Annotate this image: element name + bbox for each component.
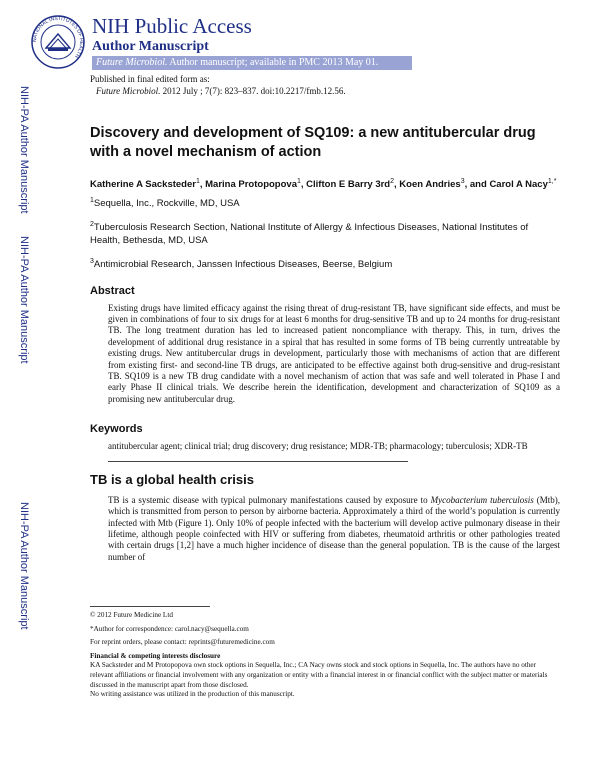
section-paragraph: TB is a systemic disease with typical pulmonary manifestations caused by exposure to Mycobacterium tuberculosis (Mtb), which is transmitted from person to person by airborne bacteria. Approximately a third of the world’s population is currently infected with Mtb (Figure 1). Only 10% of people infected with the bacterium will develop active pulmonary disease in their lifetime, although people coinfected with HIV or suffering from diabetes, rheumatoid arthritis or other pathologies treated with certain drugs [1,2] have a much higher incidence of disease than the general population. TB is the cause of the largest number of — [108, 494, 560, 562]
nih-seal-logo — [30, 14, 86, 70]
author-manuscript-label: Author Manuscript — [92, 39, 209, 54]
section-divider — [108, 461, 408, 462]
abstract-heading: Abstract — [90, 284, 135, 297]
article-body — [90, 124, 560, 563]
abstract-text: Existing drugs have limited efficacy against the rising threat of drug-resistant TB, have significant side effects, and must be given in combinations of four to six drugs for at least 6 months for drug-sensitive TB and up to 24 months for drug-resistant TB. The long treatment duration has led to increased patient noncompliance with therapy. This, in turn, drives the development of additional drug resistance in a spiral that has resulted in some forms of TB being currently untreatable by existing drugs. New antitubercular drugs in development, particularly those with mechanisms of action that are different from existing first- and second-line TB drugs, are anticipated to be effective against both drug-sensitive and drug-resistant TB. SQ109 is a new TB drug candidate with a novel mechanism of action that was safe and well tolerated in Phase I and early Phase II clinical trials. We describe herein the identification, development and characterization of SQ109 as a promising new antitubercular drug. — [108, 302, 560, 404]
footer-divider — [90, 606, 210, 607]
side-watermark: NIH-PA Author Manuscript — [18, 236, 30, 364]
citation-line: Future Microbiol. 2012 July ; 7(7): 823–837. doi:10.2217/fmb.12.56. — [96, 86, 346, 96]
nih-public-access-title: NIH Public Access — [92, 14, 252, 38]
correspondence-note: *Author for correspondence: carol.nacy@sequella.com — [90, 624, 249, 633]
side-watermark: NIH-PA Author Manuscript — [18, 86, 30, 214]
affiliation: $^2$Tuberculosis Research Section, National Institute of Allergy & Infectious Diseases, National Institutes of Health, Bethesda, MD, USA — [90, 221, 529, 247]
reprints-note: For reprint orders, please contact: reprints@futuremedicine.com — [90, 638, 275, 647]
affiliation: $^1$Sequella, Inc., Rockville, MD, USA — [90, 197, 240, 210]
copyright-notice: © 2012 Future Medicine Ltd — [90, 611, 173, 619]
disclosure-text: KA Sacksteder and M Protopopova own stock options in Sequella, Inc.; CA Nacy owns stock and stock options in Sequella, Inc. The authors have no other relevant affiliations or financial involvement with any organization or entity with a financial interest in or financial conflict with the subject matter or materials discussed in the manuscript apart from those disclosed. — [90, 661, 548, 689]
published-in-label: Published in final edited form as: — [90, 74, 210, 84]
section-heading: TB is a global health crisis — [90, 471, 254, 487]
affiliation: $^3$Antimicrobial Research, Janssen Infectious Diseases, Beerse, Belgium — [90, 258, 393, 271]
page-footer — [90, 606, 560, 704]
author-list: Katherine A Sacksteder$^1$, Marina Protopopova$^1$, Clifton E Barry $3rd^2$, Koen Andries$^3$, and Carol A Nacy$^{1,*}$ — [90, 178, 557, 191]
side-watermark: NIH-PA Author Manuscript — [18, 502, 30, 630]
availability-text: Future Microbiol. Author manuscript; available in PMC 2013 May 01. — [96, 57, 379, 68]
keywords-text: antitubercular agent; clinical trial; drug discovery; drug resistance; MDR-TB; pharmacology; tuberculosis; XDR-TB — [108, 441, 528, 452]
keywords-heading: Keywords — [90, 423, 143, 436]
svg-text:NATIONAL INSTITUTES OF HEALTH — [32, 16, 84, 59]
article-title: Discovery and development of SQ109: a new antitubercular drug with a novel mechanism of action — [90, 125, 536, 160]
disclosure-heading: Financial & competing interests disclosure — [90, 651, 221, 660]
logo-ring-text: NATIONAL INSTITUTES OF HEALTH — [31, 15, 85, 59]
writing-assistance-note: No writing assistance was utilized in the production of this manuscript. — [90, 690, 295, 699]
